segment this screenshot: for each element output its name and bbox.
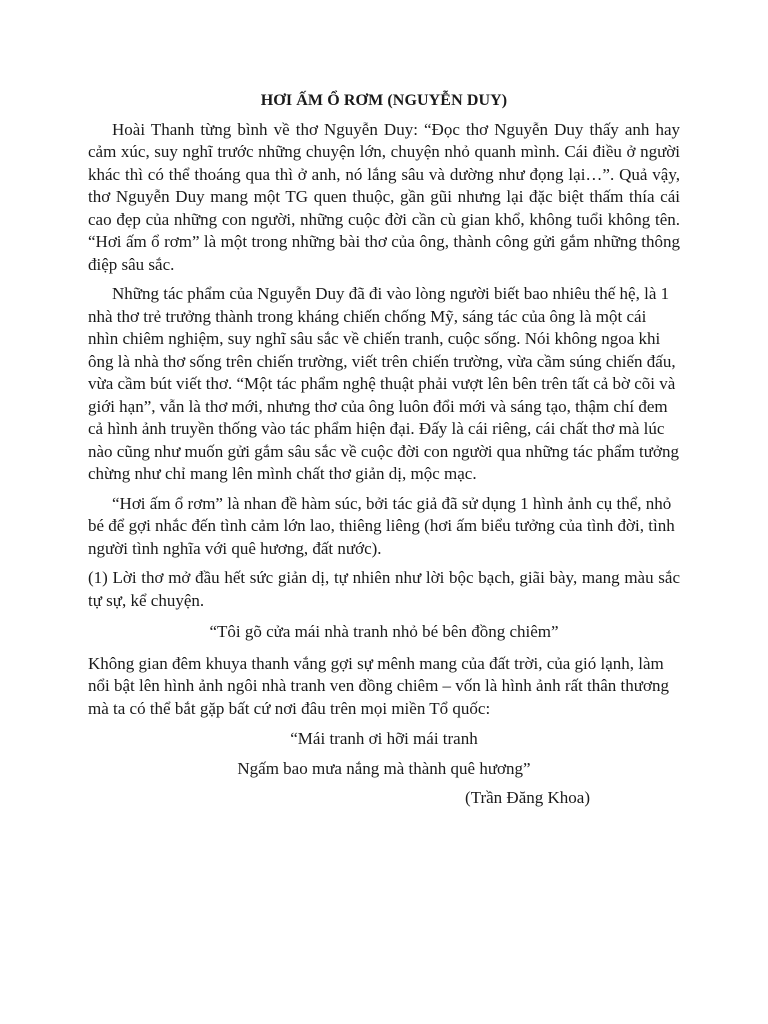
verse-author: (Trần Đăng Khoa) [465, 788, 590, 807]
verse-line-2: Ngấm bao mưa nắng mà thành quê hương” [237, 758, 531, 778]
document-title: HƠI ẤM Ổ RƠM (NGUYỄN DUY) [260, 92, 508, 109]
verse-line-1: “Mái tranh ơi hỡi mái tranh [290, 729, 478, 748]
document-page [88, 90, 680, 810]
paragraph-1: Hoài Thanh từng bình về thơ Nguyễn Duy: “Đọc thơ Nguyễn Duy thấy anh hay cảm xúc, suy nghĩ trước những chuyện lớn, chuyện nhỏ quanh mình. Cái điều ở người khác thì có thể thoáng qua thì ở anh, nó lắng sâu và dường như đọng lại…”. Quả vậy, thơ Nguyễn Duy mang một TG quen thuộc, gần gũi nhưng lại đặc biệt thấm thía cái cao đẹp của những con người, những cuộc đời cần cù gian khổ, không tuổi không tên. “Hơi ấm ổ rơm” là một trong những bài thơ của ông, thành công gửi gắm những thông điệp sâu sắc. [88, 119, 680, 274]
paragraph-2: Những tác phẩm của Nguyễn Duy đã đi vào lòng người biết bao nhiêu thế hệ, là 1 nhà thơ trẻ trưởng thành trong kháng chiến chống Mỹ, sáng tác của ông là một cái nhìn chiêm nghiệm, suy nghĩ sâu sắc về chiến tranh, cuộc sống. Nói không ngoa khi ông là nhà thơ sống trên chiến trường, viết trên chiến trường, vừa cầm súng chiến đấu, vừa cầm bút viết thơ. “Một tác phẩm nghệ thuật phải vượt lên bên trên tất cả bờ cõi và giới hạn”, vẫn là thơ mới, nhưng thơ của ông luôn đổi mới và sáng tạo, thậm chí đem cả hình ảnh truyền thống vào tác phẩm hiện đại. Đấy là cái riêng, cái chất thơ mà lúc nào cũng như muốn gửi gắm sâu sắc về cuộc đời con người qua những tác phẩm tưởng chừng như chỉ mang lên mình chất thơ giản dị, mộc mạc. [88, 284, 679, 483]
quote-line: “Tôi gõ cửa mái nhà tranh nhỏ bé bên đồng chiêm” [209, 622, 559, 641]
paragraph-3: “Hơi ấm ổ rơm” là nhan đề hàm súc, bởi tác giả đã sử dụng 1 hình ảnh cụ thể, nhỏ bé để gợi nhắc đến tình cảm lớn lao, thiêng liêng (hơi ấm biểu tưởng của tình đời, tình người tình nghĩa với quê hương, đất nước). [88, 493, 675, 558]
paragraph-after-quote: Không gian đêm khuya thanh vắng gợi sự mênh mang của đất trời, của gió lạnh, làm nổi bật lên hình ảnh ngôi nhà tranh ven đồng chiêm – vốn là hình ảnh rất thân thương mà ta có thể bắt gặp bất cứ nơi đâu trên mọi miền Tổ quốc: [88, 653, 669, 718]
verse-block [88, 728, 680, 810]
paragraph-4: (1) Lời thơ mở đầu hết sức giản dị, tự nhiên như lời bộc bạch, giãi bày, mang màu sắc tự sự, kể chuyện. [88, 568, 680, 610]
